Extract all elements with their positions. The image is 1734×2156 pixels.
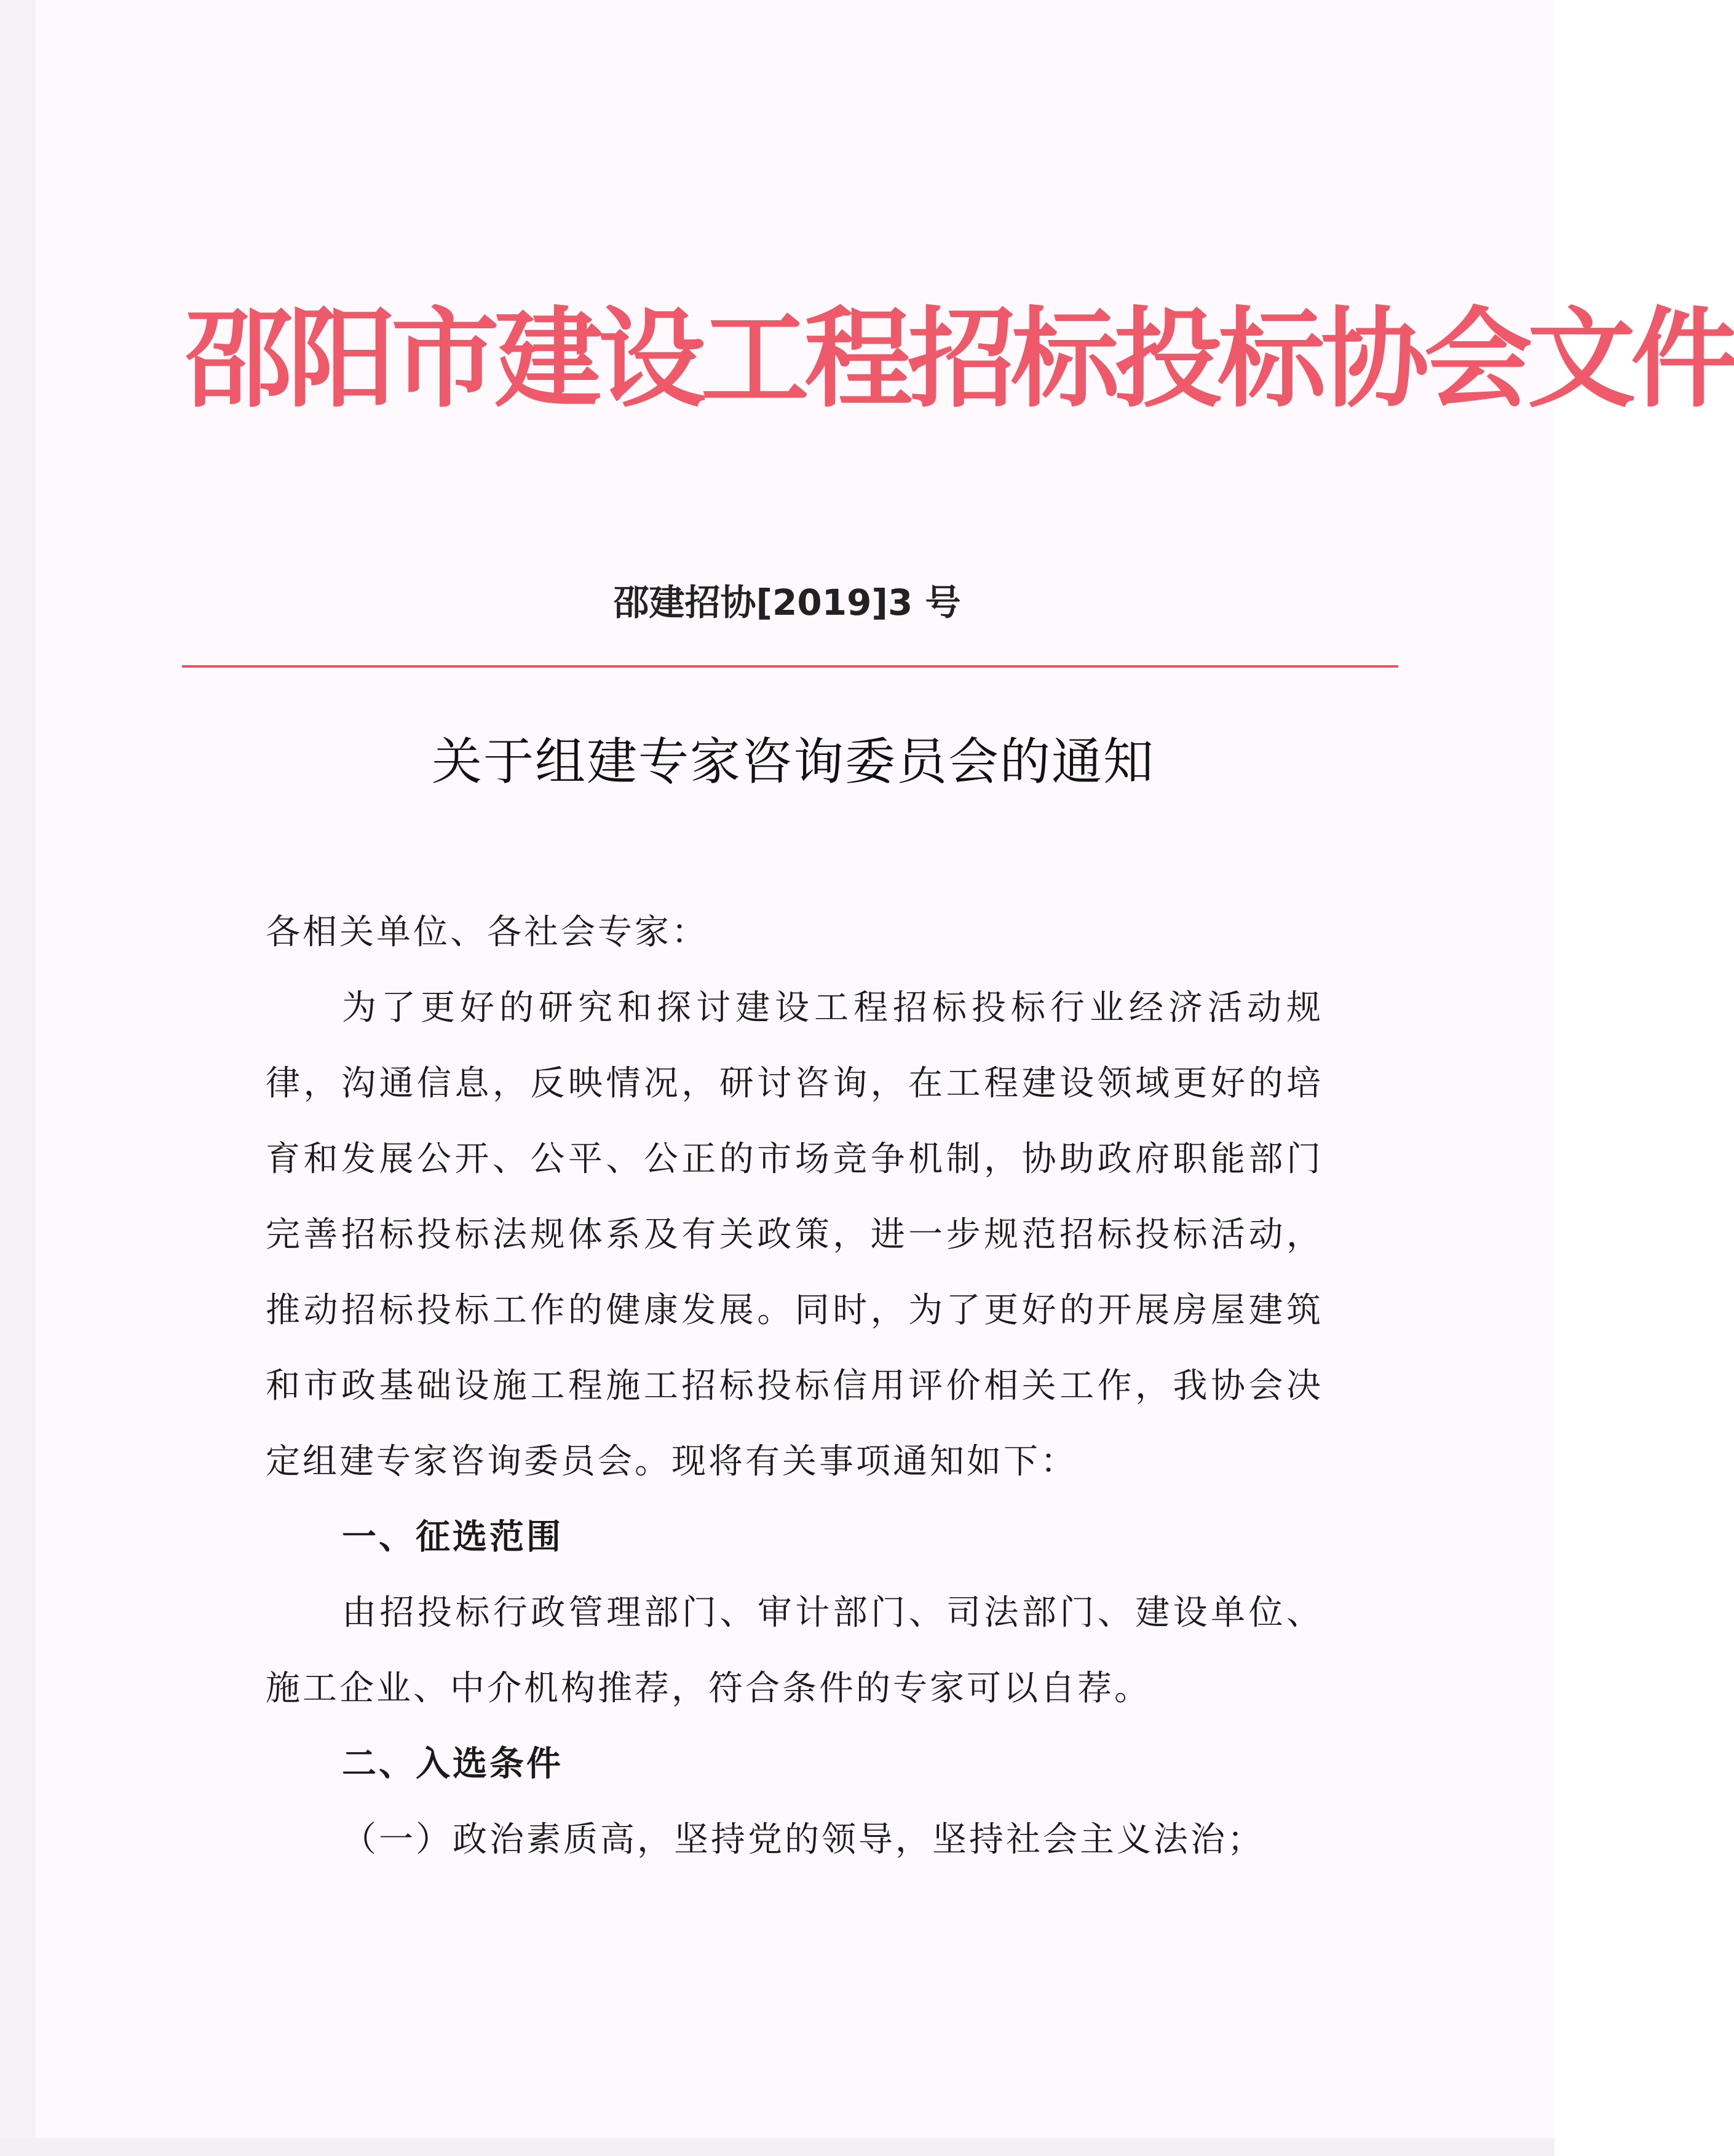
section-2-heading: 二、入选条件	[342, 1744, 563, 1784]
document-number: 邵建招协[2019]3 号	[613, 582, 961, 623]
organization-header-title: 邵阳市建设工程招标投标协会文件	[184, 296, 1734, 422]
section-1-paragraph: 由招投标行政管理部门、审计部门、司法部门、建设单位、施工企业、中介机构推荐，符合条件的专家可以自荐。	[266, 1593, 1323, 1708]
notice-title: 关于组建专家咨询委员会的通知	[431, 733, 1155, 791]
salutation: 各相关单位、各社会专家：	[266, 912, 708, 952]
red-divider-line	[182, 665, 1398, 668]
section-2-item-1: （一）政治素质高，坚持党的领导，坚持社会主义法治；	[342, 1820, 1264, 1860]
section-1-heading: 一、征选范围	[342, 1517, 563, 1557]
intro-paragraph: 为了更好的研究和探讨建设工程招标投标行业经济活动规律，沟通信息，反映情况，研讨咨询，在工程建设领域更好的培育和发展公开、公平、公正的市场竞争机制，协助政府职能部门完善招标投标法规体系及有关政策，进一步规范招标投标活动，推动招标投标工作的健康发展。同时，为了更好的开展房屋建筑和市政基础设施工程施工招标投标信用评价相关工作，我协会决定组建专家咨询委员会。现将有关事项通知如下：	[266, 988, 1323, 1482]
scan-margin-left	[0, 0, 36, 2156]
scan-margin-bottom	[0, 2138, 1554, 2156]
notice-body	[266, 894, 1323, 1878]
